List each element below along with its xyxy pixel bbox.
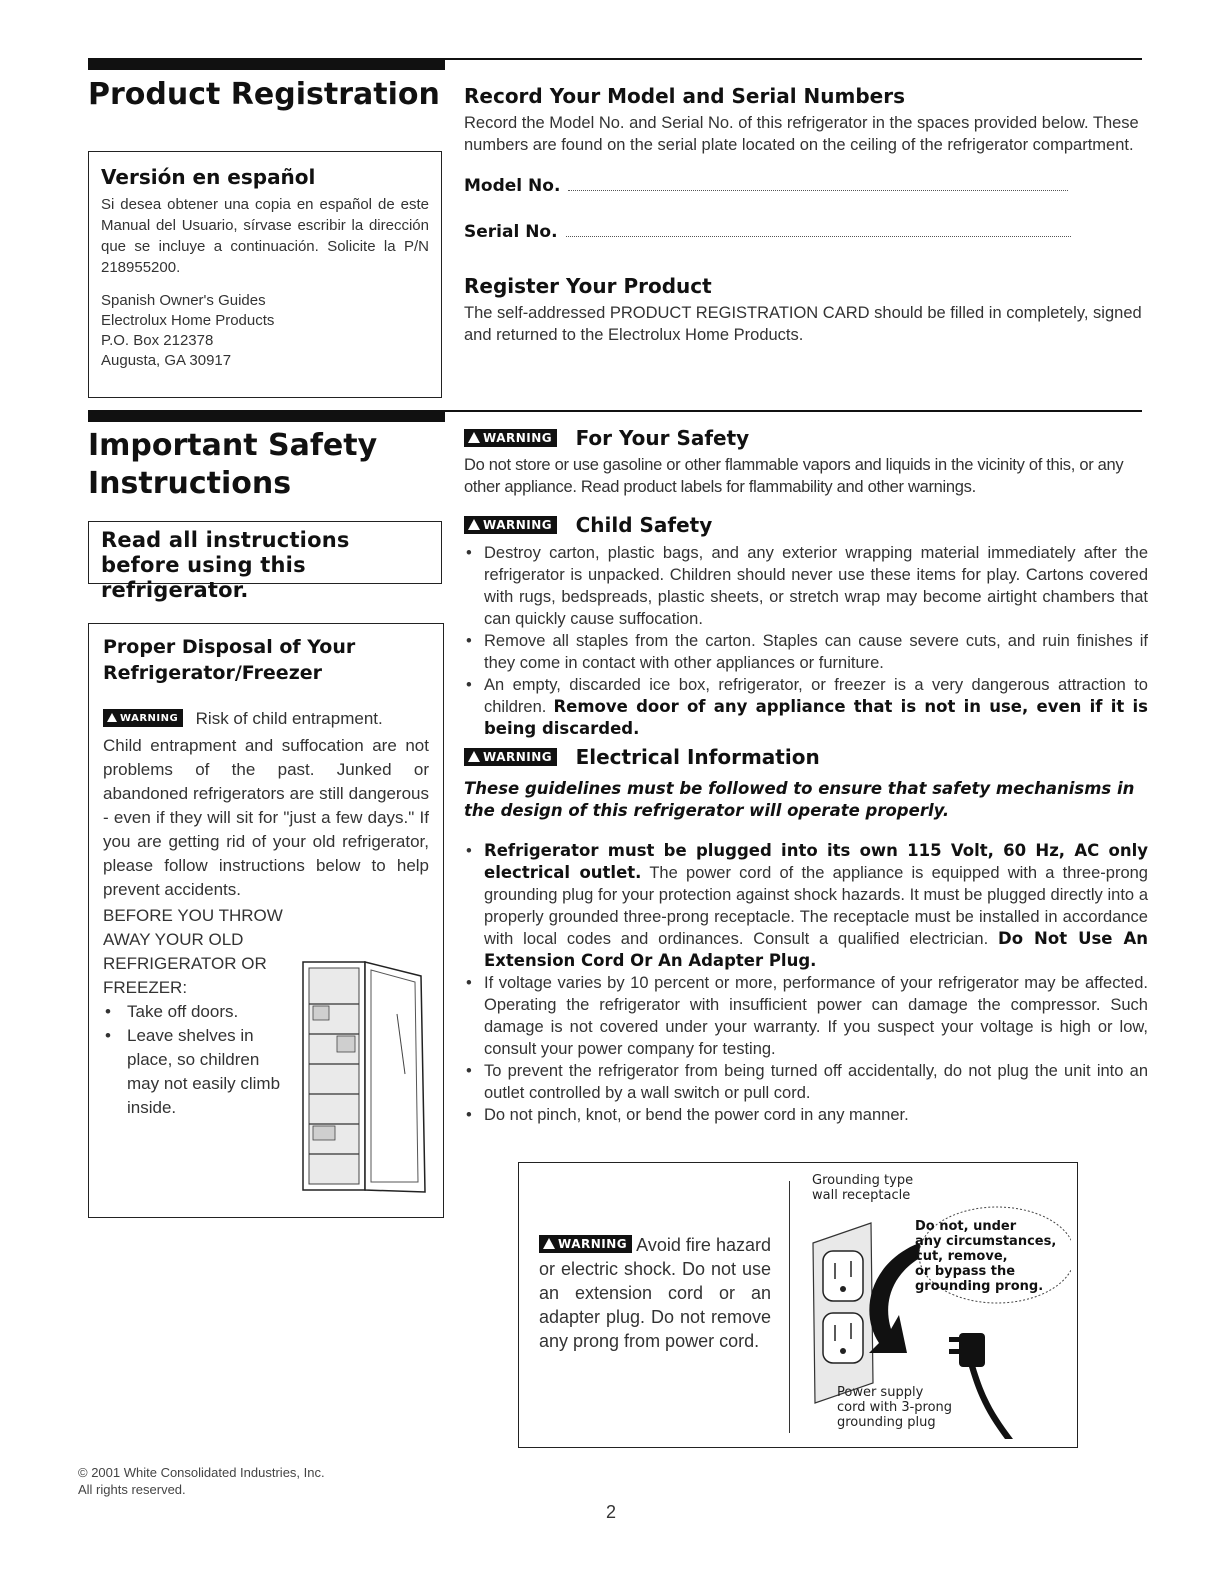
receptacle-label-line: wall receptacle: [812, 1188, 911, 1203]
electrical-heading: Electrical Information: [575, 745, 820, 769]
cord-label-line: cord with 3-prong: [837, 1400, 953, 1415]
warning-icon: [107, 713, 117, 722]
b1-bold2: Do Not Use An Extension Cord Or An Adapter Plug.: [484, 929, 1148, 970]
serial-number-field[interactable]: [464, 220, 1144, 245]
address-line: Augusta, GA 30917: [101, 352, 232, 369]
b1-bold: Refrigerator must be plugged into its own 115 Volt, 60 Hz, AC only electrical outlet.: [484, 841, 1148, 882]
record-numbers-section: [464, 83, 1144, 346]
serial-label: Serial No.: [464, 222, 558, 242]
child-safety-bullets: [464, 542, 1148, 740]
fire-hazard-text-block: [539, 1233, 771, 1353]
cord-label: [837, 1385, 952, 1430]
read-all-text: Read all instructions before using this refrigerator.: [101, 528, 350, 602]
cord-label-line: Power supply: [837, 1385, 924, 1400]
record-heading: Record Your Model and Serial Numbers: [464, 84, 905, 108]
risk-text: Risk of child entrapment.: [195, 709, 383, 728]
safety-title: [88, 427, 377, 503]
disposal-risk: [103, 708, 429, 730]
model-label: Model No.: [464, 176, 561, 196]
page-number: 2: [606, 1502, 617, 1522]
list-item: • Leave shelves in place, so children may not easily climb inside.: [103, 1024, 283, 1120]
list-item: • Do not pinch, knot, or bend the power cord in any manner.: [464, 1104, 1148, 1126]
top-rule-right: [445, 58, 1142, 60]
spanish-address: [101, 291, 429, 371]
power-plug: [949, 1333, 1013, 1439]
model-number-field[interactable]: [464, 174, 1144, 199]
list-item: [464, 840, 1148, 972]
callout-text: [915, 1219, 1056, 1294]
list-item: • If voltage varies by 10 percent or more, performance of your refrigerator may be affected. Operating the refrigerator with insufficient power can damage the compressor. Such damage is not covered under your warranty. If you suspect your voltage is high or low, consult your power company for testing.: [464, 972, 1148, 1060]
child-safety-heading: Child Safety: [575, 513, 713, 537]
mid-rule-right: [445, 410, 1142, 412]
callout-line: grounding prong.: [915, 1279, 1044, 1294]
disposal-heading-line2: Refrigerator/Freezer: [103, 662, 323, 684]
electrical-guidelines: These guidelines must be followed to ensure that safety mechanisms in the design of this refrigerator will operate properly.: [464, 779, 1135, 820]
before-you-throw: BEFORE YOU THROW AWAY YOUR OLD REFRIGERATOR OR FREEZER:: [103, 906, 283, 997]
your-safety-text: Do not store or use gasoline or other flammable vapors and liquids in the vicinity of this, or any other appliance. Read product labels for flammability and other warnings.: [464, 456, 1124, 496]
registration-title: Product Registration: [88, 77, 440, 112]
safety-title-line2: Instructions: [88, 466, 292, 501]
warning-icon: [468, 751, 480, 762]
list-item: • Destroy carton, plastic bags, and any exterior wrapping material immediately after the refrigerator is unpacked. Children should never use these items for play. Cartons covered with rugs, bedspreads, plastic sheets, or stretch wrap may become airtight chambers that can quickly cause suffocation.: [464, 542, 1148, 630]
cord-label-line: grounding plug: [837, 1415, 936, 1430]
open-refrigerator-illustration: [297, 954, 432, 1204]
spanish-text: Si desea obtener una copia en español de este Manual del Usuario, sírvase escribir la dirección que se incluye a continuación. Solicite la P/N 218955200.: [101, 196, 429, 276]
mid-rule-left: [88, 410, 445, 422]
warning-badge-label: WARNING: [483, 750, 553, 764]
disposal-bullets: [103, 1000, 283, 1120]
rights-line: All rights reserved.: [78, 1482, 186, 1497]
warning-badge: [464, 429, 557, 447]
copyright-line: © 2001 White Consolidated Industries, Inc.: [78, 1465, 325, 1480]
list-item: • Take off doors.: [103, 1000, 283, 1024]
callout-line: any circumstances,: [915, 1234, 1057, 1249]
callout-line: cut, remove,: [915, 1249, 1008, 1264]
safety-title-line1: Important Safety: [88, 428, 378, 463]
warning-badge: [464, 748, 557, 766]
list-item: • Remove all staples from the carton. Staples can cause severe cuts, and ruin finishes if they come in contact with other appliances or furniture.: [464, 630, 1148, 674]
address-line: P.O. Box 212378: [101, 332, 214, 349]
disposal-heading-line1: Proper Disposal of Your: [103, 636, 356, 658]
fire-hazard-text: [539, 1233, 771, 1353]
address-line: Spanish Owner's Guides: [101, 292, 266, 309]
for-your-safety-section: [464, 425, 1148, 498]
for-your-safety-heading: [464, 425, 1148, 451]
electrical-bullets: [464, 840, 1148, 1126]
list-item: • To prevent the refrigerator from being turned off accidentally, do not plug the unit into an outlet controlled by a wall switch or pull cord.: [464, 1060, 1148, 1104]
warning-badge-label: WARNING: [120, 713, 179, 724]
callout-line: Do not, under: [915, 1219, 1017, 1234]
b1-text: The power cord of the appliance is equipped with a three-prong grounding plug for your protection against shock hazards. It must be plugged directly into a properly grounded three-prong receptacle. The receptacle must be installed in accordance with local codes and ordinances. Consult a qualified electrician.: [484, 864, 1148, 948]
warning-icon: [543, 1238, 555, 1249]
receptacle-label: [812, 1173, 913, 1203]
electrical-heading-row: [464, 744, 1148, 770]
list-item: [464, 674, 1148, 740]
child-safety-section: [464, 512, 1148, 740]
warning-icon: [468, 519, 480, 530]
disposal-box: [88, 623, 444, 1218]
bullet3-text: An empty, discarded ice box, refrigerator, or freezer is a very dangerous attraction to children.: [484, 676, 1148, 716]
warning-badge: [539, 1235, 632, 1253]
warning-icon: [468, 432, 480, 443]
read-all-box: [88, 521, 442, 602]
serial-line[interactable]: [566, 236, 1071, 237]
your-safety-heading: For Your Safety: [575, 426, 750, 450]
electrical-section: [464, 744, 1148, 1126]
disposal-text: Child entrapment and suffocation are not problems of the past. Junked or abandoned refrigerators are still dangerous - even if they will sit for "just a few days." If you are getting rid of your old refrigerator, please follow instructions below to help prevent accidents.: [103, 736, 429, 899]
register-text: The self-addressed PRODUCT REGISTRATION CARD should be filled in completely, signed and returned to the Electrolux Home Products.: [464, 304, 1142, 344]
top-rule-left: [88, 58, 445, 70]
outlet-upper: [823, 1251, 863, 1301]
warning-badge: [464, 516, 557, 534]
outlet-lower: [823, 1313, 863, 1363]
model-line[interactable]: [568, 190, 1068, 191]
fire-hazard-sentence: Avoid fire hazard or electric shock. Do not use an extension cord or an adapter plug. Do not remove any prong from power cord.: [539, 1235, 771, 1351]
spanish-heading: Versión en español: [101, 165, 316, 189]
fridge-interior: [309, 968, 359, 1184]
footer-copyright: [78, 1464, 325, 1498]
divider-vertical: [789, 1181, 790, 1433]
address-line: Electrolux Home Products: [101, 312, 275, 329]
warning-badge-label: WARNING: [558, 1237, 628, 1251]
fire-hazard-box: [518, 1162, 1078, 1448]
warning-badge-label: WARNING: [483, 518, 553, 532]
register-heading: Register Your Product: [464, 274, 712, 298]
spanish-version-box: [88, 151, 442, 398]
warning-badge-label: WARNING: [483, 431, 553, 445]
callout-line: or bypass the: [915, 1264, 1016, 1279]
record-text: Record the Model No. and Serial No. of this refrigerator in the spaces provided below. These numbers are found on the serial plate located on the ceiling of the refrigerator compartment.: [464, 114, 1139, 154]
child-safety-heading-row: [464, 512, 1148, 538]
bullet3-bold: Remove door of any appliance that is not in use, even if it is being discarded.: [484, 697, 1148, 738]
warning-badge: [103, 709, 183, 727]
receptacle-label-line: Grounding type: [812, 1173, 914, 1188]
